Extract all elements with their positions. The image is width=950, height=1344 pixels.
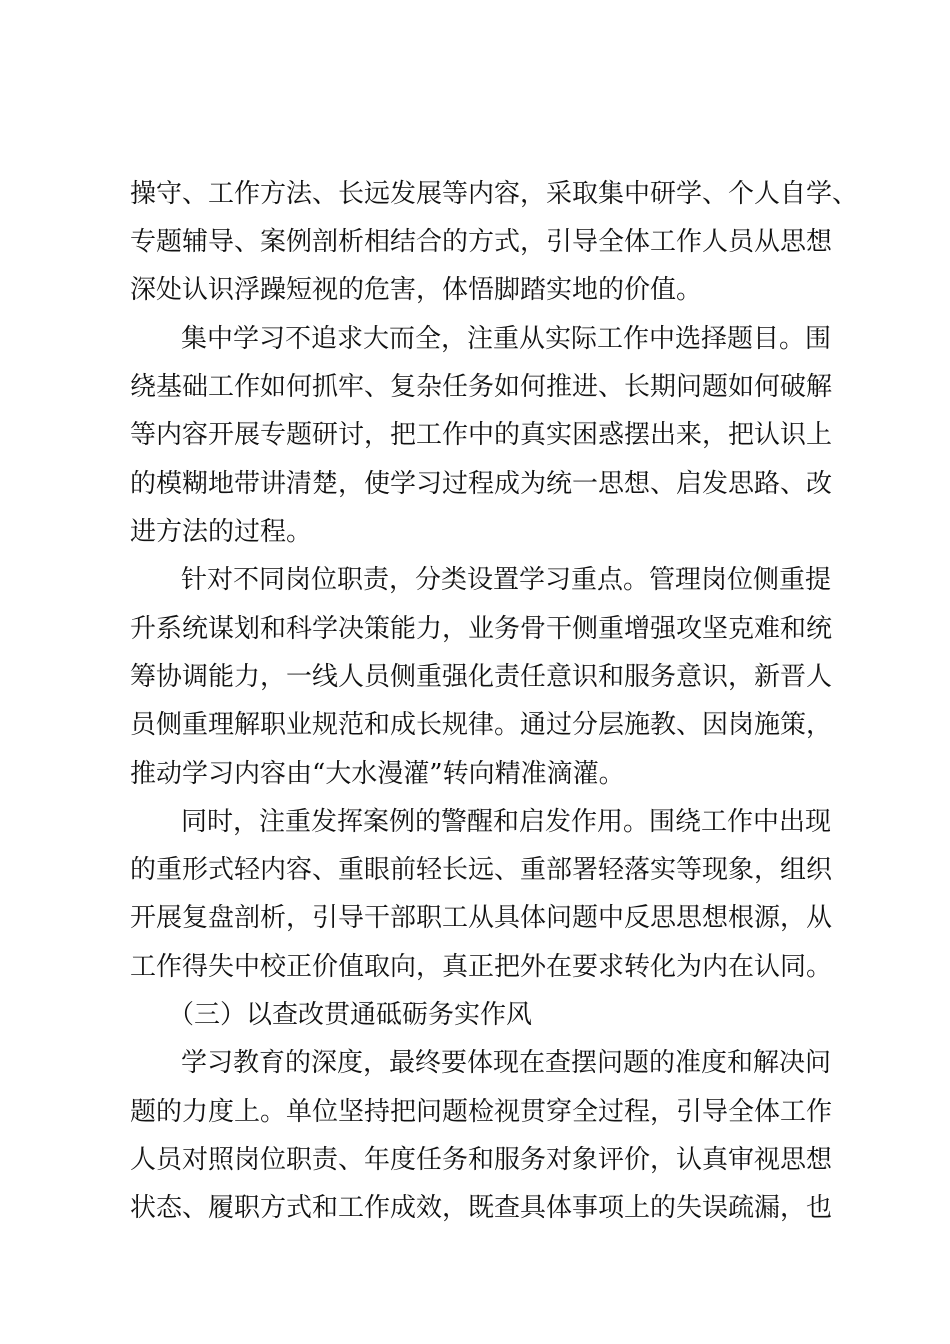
- text-line: 的重形式轻内容、重眼前轻长远、重部署轻落实等现象，组织: [130, 855, 833, 885]
- section-heading: （三）以查改贯通砥砺务实作风: [168, 1000, 533, 1030]
- text-line: 专题辅导、案例剖析相结合的方式，引导全体工作人员从思想: [130, 227, 833, 257]
- text-line: 学习教育的深度，最终要体现在查摆问题的准度和解决问: [181, 1048, 832, 1078]
- text-line: 等内容开展专题研讨，把工作中的真实困惑摆出来，把认识上: [130, 420, 833, 450]
- text-line: 人员对照岗位职责、年度任务和服务对象评价，认真审视思想: [130, 1145, 833, 1175]
- text-line: 集中学习不追求大而全，注重从实际工作中选择题目。围: [181, 324, 832, 354]
- text-line: 工作得失中校正价值取向，真正把外在要求转化为内在认同。: [130, 952, 833, 982]
- text-line: 绕基础工作如何抓牢、复杂任务如何推进、长期问题如何破解: [130, 372, 833, 402]
- text-line: 题的力度上。单位坚持把问题检视贯穿全过程，引导全体工作: [130, 1097, 833, 1127]
- text-line: 员侧重理解职业规范和成长规律。通过分层施教、因岗施策，: [130, 710, 833, 740]
- text-line: 的模糊地带讲清楚，使学习过程成为统一思想、启发思路、改: [130, 469, 833, 499]
- text-line: 同时，注重发挥案例的警醒和启发作用。围绕工作中出现: [181, 807, 832, 837]
- text-line: 开展复盘剖析，引导干部职工从具体问题中反思思想根源，从: [130, 903, 833, 933]
- text-line: 操守、工作方法、长远发展等内容，采取集中研学、个人自学、: [130, 179, 859, 209]
- text-line: 升系统谋划和科学决策能力，业务骨干侧重增强攻坚克难和统: [130, 614, 833, 644]
- text-line: 推动学习内容由“大水漫灌”转向精准滴灌。: [130, 759, 625, 789]
- text-line: 针对不同岗位职责，分类设置学习重点。管理岗位侧重提: [181, 565, 832, 595]
- text-line: 进方法的过程。: [130, 517, 313, 547]
- text-line: 状态、履职方式和工作成效，既查具体事项上的失误疏漏，也: [130, 1193, 833, 1223]
- text-line: 筹协调能力，一线人员侧重强化责任意识和服务意识，新晋人: [130, 662, 833, 692]
- text-line: 深处认识浮躁短视的危害，体悟脚踏实地的价值。: [130, 275, 703, 305]
